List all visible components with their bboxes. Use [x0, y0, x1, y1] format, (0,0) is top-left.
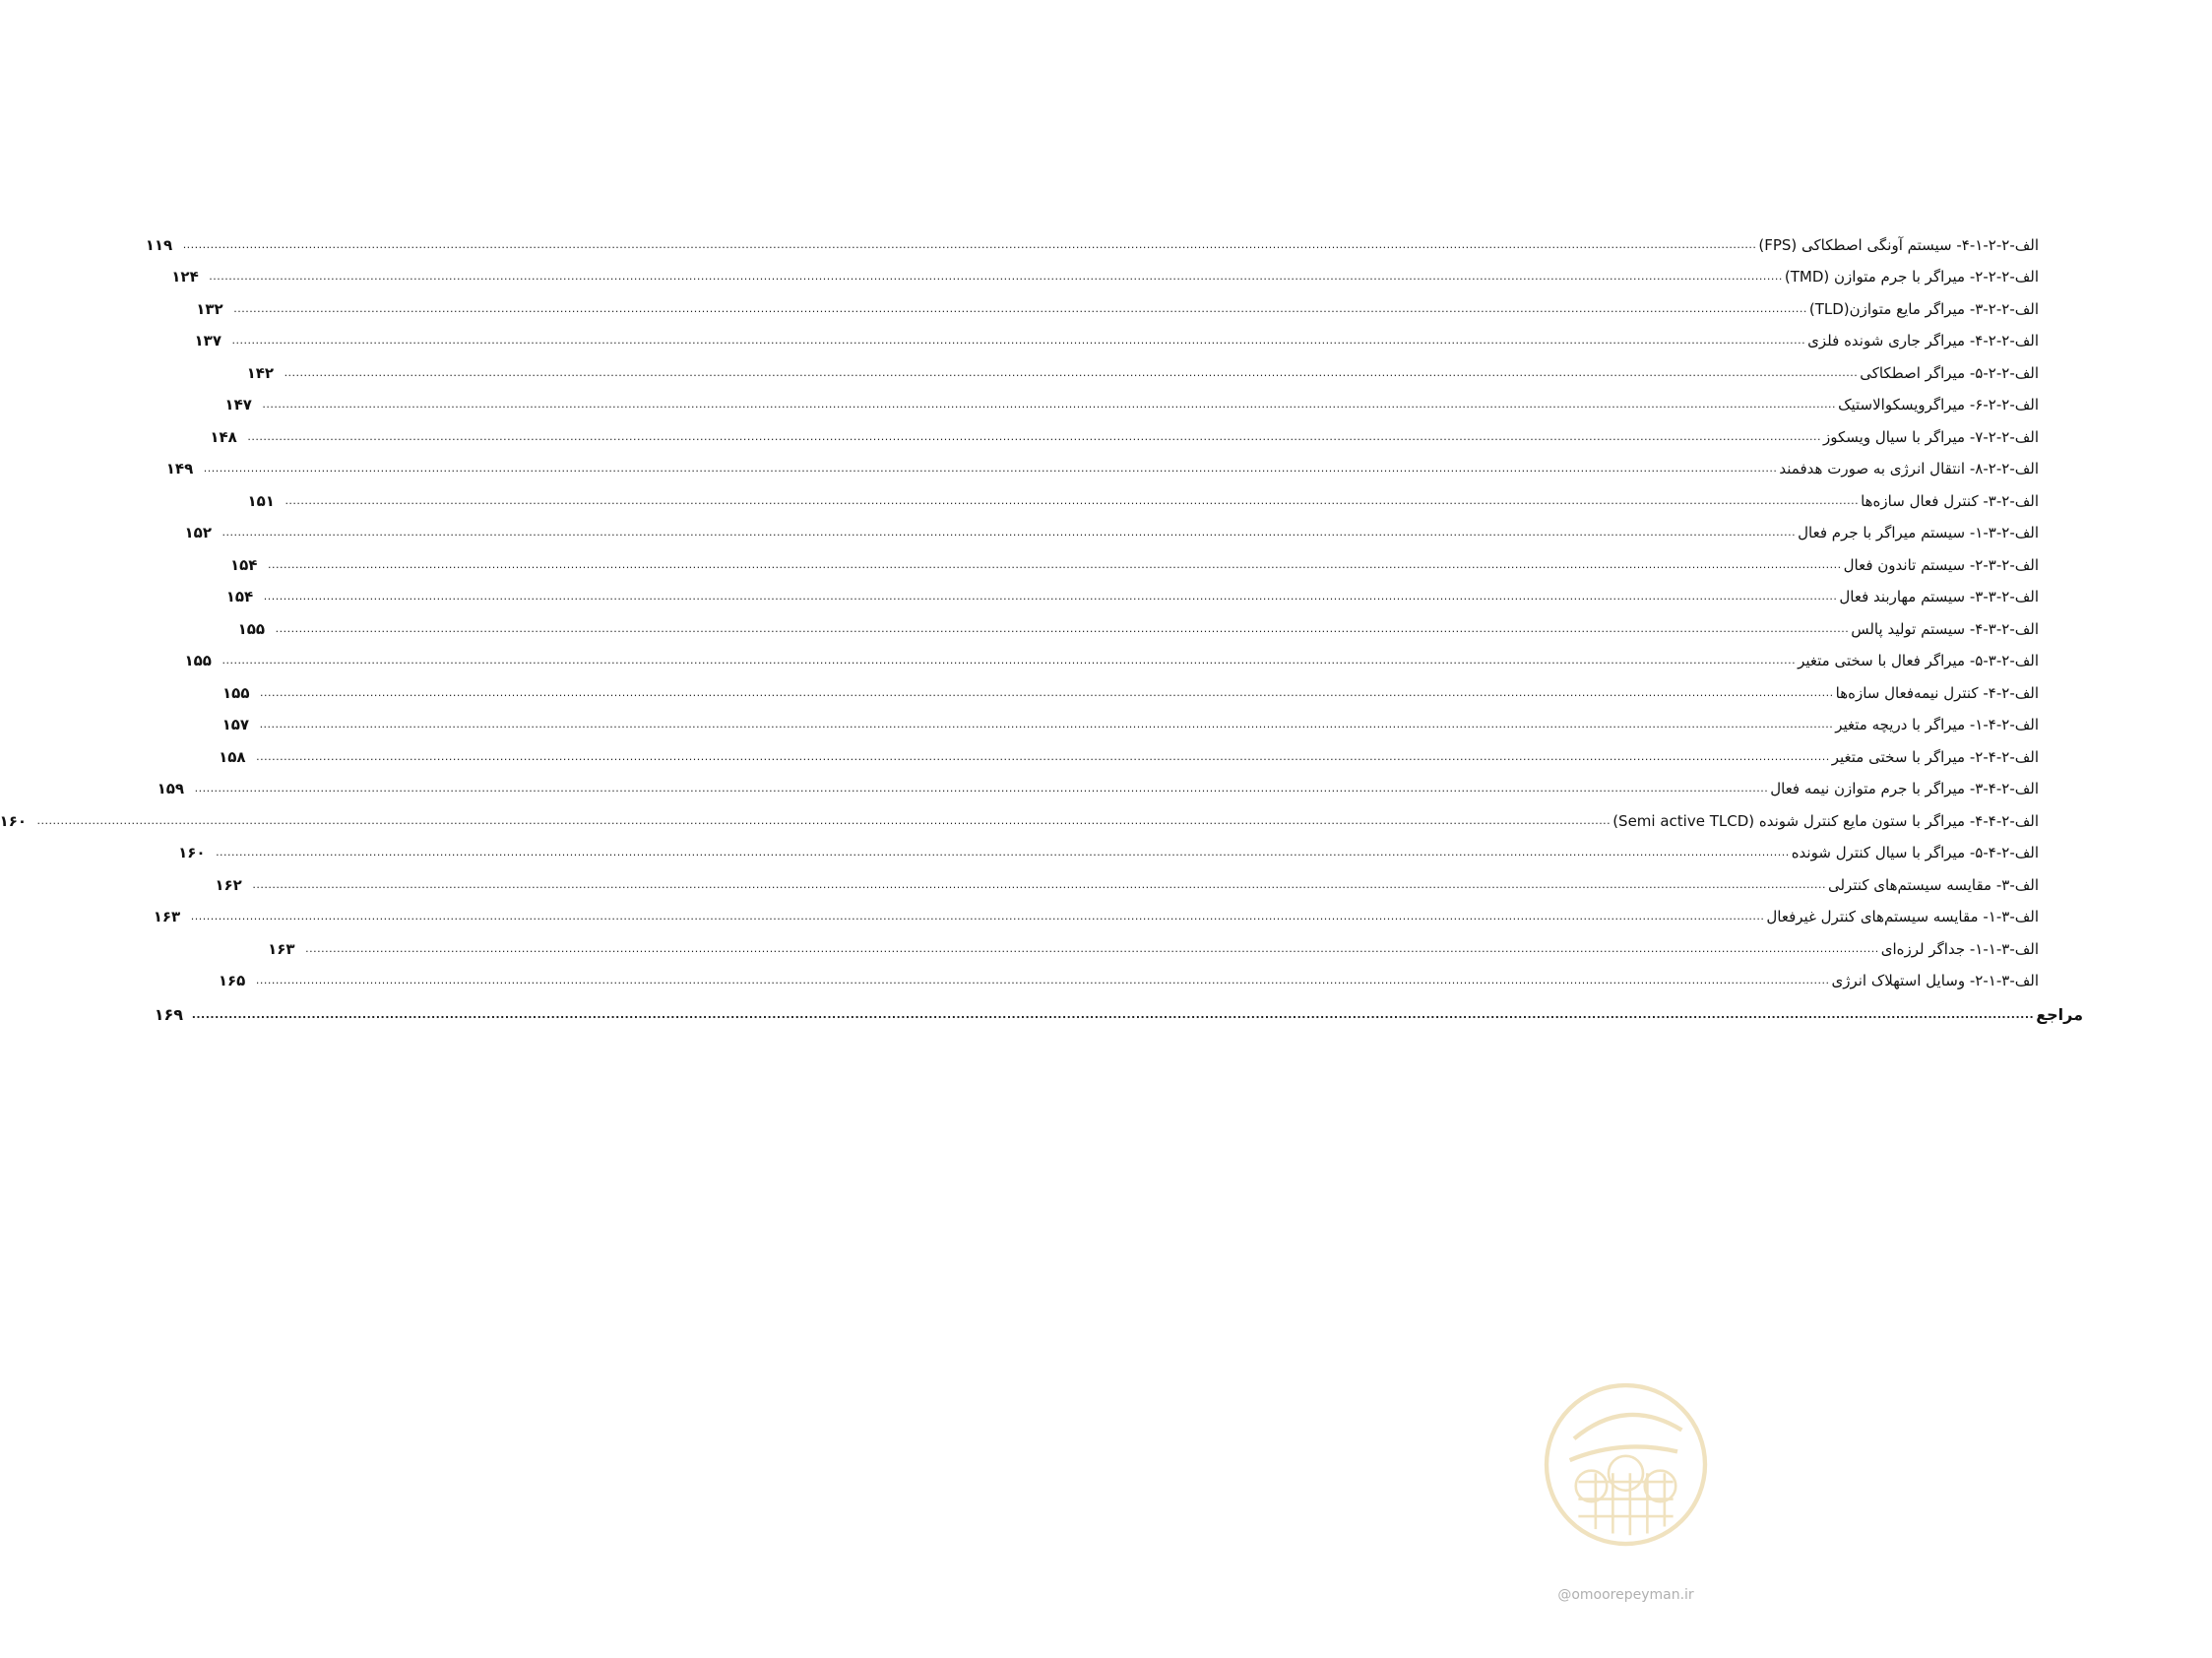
- toc-entry[interactable]: [246, 351, 2039, 383]
- toc-entry-page: ۱۳۷: [194, 332, 221, 350]
- toc-entry[interactable]: [0, 798, 2039, 831]
- toc-leader-dots: ................................................................................................................................................................................................................................................................................................................................................................................................................: [182, 237, 1757, 251]
- toc-entry-page: ۱۶۰: [0, 811, 28, 830]
- toc-entry-title: الف-۲-۲-۸- انتقال انرژی به صورت هدفمند: [1779, 460, 2039, 478]
- toc-leader-dots: ................................................................................................................................................................................................................................................................................................................................................................................................................: [252, 877, 1826, 891]
- toc-entry[interactable]: [218, 959, 2039, 991]
- toc-leader-dots: ................................................................................................................................................................................................................................................................................................................................................................................................................: [190, 910, 1765, 923]
- toc-entry-page: ۱۵۹: [157, 780, 185, 797]
- toc-entry-title: الف-۲-۳-۳- سیستم مهاربند فعال: [1839, 588, 2039, 606]
- toc-entry-title: الف-۲-۲-۱-۴- سیستم آونگی اصطکاکی (FPS): [1758, 235, 2039, 254]
- toc-entry-title: الف-۲-۴-۳- میراگر با جرم متوازن نیمه فعال: [1770, 780, 2039, 797]
- toc-entry[interactable]: [165, 447, 2039, 479]
- toc-entry-title: الف-۲-۳-۵- میراگر فعال با سختی متغیر: [1798, 652, 2039, 670]
- toc-entry-title: الف-۳-۱-۲- وسایل استهلاک انرژی: [1831, 972, 2039, 989]
- toc-leader-dots: ................................................................................................................................................................................................................................................................................................................................................................................................................: [209, 270, 1783, 283]
- toc-leader-dots: ................................................................................................................................................................................................................................................................................................................................................................................................................: [305, 941, 1879, 955]
- toc-entry[interactable]: [215, 862, 2039, 895]
- toc-leader-dots: ................................................................................................................................................................................................................................................................................................................................................................................................................: [194, 782, 1769, 795]
- toc-entry-title: الف-۲-۲-۵- میراگر اصطکاکی: [1860, 363, 2039, 382]
- toc-entry[interactable]: [222, 670, 2039, 703]
- toc-leader-dots: ................................................................................................................................................................................................................................................................................................................................................................................................................: [247, 429, 1821, 443]
- toc-entry-page: ۱۴۷: [224, 396, 252, 414]
- toc-entry-title: الف-۳-۱-۱- جداگر لرزه‌ای: [1880, 939, 2039, 958]
- toc-entry-page: ۱۵۸: [219, 747, 246, 766]
- toc-entry-page: ۱۵۵: [237, 619, 266, 638]
- toc-entry[interactable]: [145, 223, 2039, 255]
- toc-entry[interactable]: [210, 414, 2039, 447]
- toc-leader-dots: ................................................................................................................................................................................................................................................................................................................................................................................................................: [231, 334, 1806, 347]
- toc-entry[interactable]: [219, 734, 2039, 767]
- toc-entry-page: ۱۴۲: [246, 363, 275, 382]
- toc-entry-title: الف-۲-۲-۷- میراگر با سیال ویسکوز: [1822, 427, 2039, 446]
- toc-leader-dots: ................................................................................................................................................................................................................................................................................................................................................................................................................: [260, 685, 1834, 699]
- toc-entry-page: ۱۲۴: [171, 268, 199, 286]
- toc-entry-title: الف-۲-۲-۶- میراگرویسکوالاستیک: [1838, 396, 2039, 414]
- toc-entry-page: ۱۱۹: [145, 235, 173, 254]
- toc-entry-title: الف-۲-۲-۲- میراگر با جرم متوازن (TMD): [1784, 268, 2039, 286]
- toc-entry[interactable]: [171, 255, 2039, 287]
- table-of-contents: [0, 223, 2083, 1025]
- toc-entry-title: الف-۳- مقایسه سیستم‌های کنترلی: [1827, 875, 2039, 894]
- toc-entry-title: الف-۲-۳-۴- سیستم تولید پالس: [1851, 619, 2039, 638]
- site-watermark-text: @omoorepeyman.ir: [1557, 1587, 1694, 1603]
- toc-entry-page: ۱۵۴: [225, 588, 254, 606]
- toc-entry-page: ۱۵۷: [221, 716, 250, 733]
- toc-entry[interactable]: [221, 703, 2039, 735]
- toc-entry-page: ۱۶۳: [153, 908, 181, 925]
- toc-leader-dots: ................................................................................................................................................................................................................................................................................................................................................................................................................: [216, 846, 1790, 859]
- toc-entry-title: الف-۲-۴-۱- میراگر با دریچه متغیر: [1835, 716, 2039, 733]
- toc-entry[interactable]: [196, 287, 2039, 319]
- toc-entry-page: ۱۵۱: [247, 491, 275, 510]
- toc-entry[interactable]: [268, 926, 2039, 959]
- toc-leader-dots: ................................................................................................................................................................................................................................................................................................................................................................................................................: [203, 462, 1778, 475]
- toc-entry-page: ۱۶۵: [218, 972, 246, 989]
- toc-entry-page: ۱۵۵: [184, 652, 212, 670]
- toc-leader-dots: ................................................................................................................................................................................................................................................................................................................................................................................................................: [268, 557, 1842, 571]
- toc-entry-title: الف-۲-۴-۵- میراگر با سیال کنترل شونده: [1791, 844, 2039, 861]
- toc-entry-page: ۱۵۲: [184, 524, 212, 542]
- toc-entry-page: ۱۶۳: [268, 939, 295, 958]
- toc-leader-dots: ................................................................................................................................................................................................................................................................................................................................................................................................................: [263, 590, 1838, 603]
- toc-leader-dots: ................................................................................................................................................................................................................................................................................................................................................................................................................: [221, 526, 1797, 539]
- toc-entry[interactable]: [184, 639, 2039, 671]
- toc-entry-references[interactable]: [154, 992, 2083, 1025]
- toc-entry-page: ۱۵۵: [222, 683, 250, 702]
- toc-entry-page: ۱۶۰: [178, 844, 206, 861]
- toc-leader-dots: ................................................................................................................................................................................................................................................................................................................................................................................................................: [262, 398, 1837, 411]
- toc-leader-dots: ................................................................................................................................................................................................................................................................................................................................................................................................................: [284, 493, 1860, 507]
- toc-leader-dots: ................................................................................................................................................................................................................................................................................................................................................................................................................: [275, 621, 1850, 635]
- toc-leader-dots: ................................................................................................................................................................................................................................................................................................................................................................................................................: [259, 718, 1834, 731]
- toc-entry-title: الف-۲-۴-۴- میراگر با ستون مایع کنترل شونده (Semi active TLCD): [1612, 811, 2039, 830]
- toc-entry-title: الف-۲-۲-۳- میراگر مایع متوازن(TLD): [1808, 299, 2039, 318]
- toc-entry-page: ۱۶۲: [215, 875, 242, 894]
- toc-entry[interactable]: [194, 319, 2039, 351]
- toc-leader-dots: ................................................................................................................................................................................................................................................................................................................................................................................................................: [191, 1007, 2035, 1021]
- toc-entry[interactable]: [230, 542, 2039, 575]
- toc-entry-title: مراجع: [2036, 1004, 2083, 1024]
- toc-leader-dots: ................................................................................................................................................................................................................................................................................................................................................................................................................: [221, 654, 1797, 667]
- toc-entry[interactable]: [224, 383, 2039, 415]
- toc-entry[interactable]: [225, 575, 2039, 607]
- toc-entry[interactable]: [157, 767, 2039, 799]
- toc-entry-page: ۱۶۹: [154, 1004, 183, 1024]
- toc-entry-title: الف-۲-۴- کنترل نیمه‌فعال سازه‌ها: [1835, 683, 2039, 702]
- toc-entry-title: الف-۲-۳-۱- سیستم میراگر با جرم فعال: [1798, 524, 2039, 542]
- toc-entry[interactable]: [184, 511, 2039, 543]
- toc-leader-dots: ................................................................................................................................................................................................................................................................................................................................................................................................................: [233, 301, 1807, 315]
- toc-entry[interactable]: [178, 831, 2039, 863]
- toc-entry-title: الف-۲-۳-۲- سیستم تاندون فعال: [1843, 555, 2039, 574]
- toc-entry-title: الف-۲-۴-۲- میراگر با سختی متغیر: [1831, 747, 2039, 766]
- toc-leader-dots: ................................................................................................................................................................................................................................................................................................................................................................................................................: [36, 813, 1612, 827]
- toc-entry-page: ۱۵۴: [230, 555, 258, 574]
- toc-entry[interactable]: [153, 895, 2039, 927]
- toc-entry[interactable]: [247, 478, 2039, 511]
- toc-entry-title: الف-۲-۲-۴- میراگر جاری شونده فلزی: [1807, 332, 2039, 350]
- toc-leader-dots: ................................................................................................................................................................................................................................................................................................................................................................................................................: [284, 365, 1859, 379]
- toc-entry[interactable]: [237, 606, 2039, 639]
- omoorepeyman-logo-watermark: [1540, 1378, 1712, 1551]
- toc-leader-dots: ................................................................................................................................................................................................................................................................................................................................................................................................................: [256, 749, 1830, 763]
- toc-entry-page: ۱۳۲: [196, 299, 223, 318]
- toc-entry-title: الف-۲-۳- کنترل فعال سازه‌ها: [1861, 491, 2039, 510]
- toc-entry-title: الف-۳-۱- مقایسه سیستم‌های کنترل غیرفعال: [1766, 908, 2039, 925]
- toc-entry-page: ۱۴۹: [165, 460, 194, 478]
- toc-leader-dots: ................................................................................................................................................................................................................................................................................................................................................................................................................: [255, 974, 1830, 987]
- toc-entry-page: ۱۴۸: [210, 427, 237, 446]
